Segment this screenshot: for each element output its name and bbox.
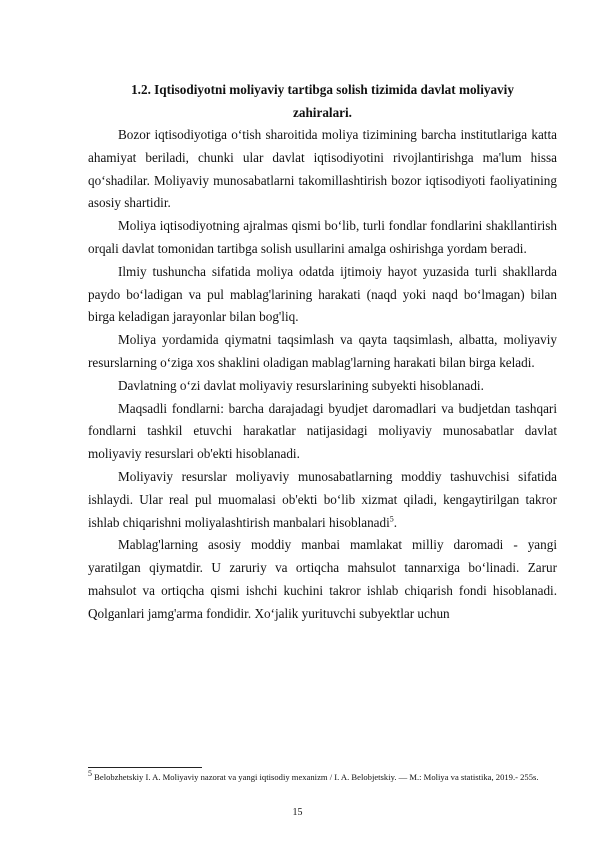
footnote-separator <box>88 767 202 768</box>
footnote-marker: 5 <box>88 769 92 779</box>
footnote-text: Belobzhetskiy I. A. Moliyaviy nazorat va yangi iqtisodiy mexanizm / I. A. Belobjetskiy. — M.: Moliya va statistika, 2019.- 255s. <box>92 772 539 782</box>
footnote <box>88 771 557 783</box>
paragraph-7-text: Moliyaviy resurslar moliyaviy munosabatlarning moddiy tashuvchisi sifatida ishlaydi. Ular real pul muomalasi ob'ekti bo‘lib xizmat qiladi, kengaytirilgan takror ishlab chiqarishni moliyalashtirish manbalari hisoblanadi <box>88 468 557 530</box>
paragraph-6: Maqsadli fondlarni: barcha darajadagi byudjet daromadlari va budjetdan tashqari fondlarni tashkil etuvchi harakatlar natijasidagi moliyaviy munosabatlar davlat moliyaviy resurslari ob'ekti hisoblanadi. <box>88 400 557 462</box>
section-heading-line-1: 1.2. Iqtisodiyotni moliyaviy tartibga solish tizimida davlat moliyaviy <box>131 82 514 97</box>
paragraph-5: Davlatning o‘zi davlat moliyaviy resurslarining subyekti hisoblanadi. <box>118 377 484 393</box>
paragraph-4: Moliya yordamida qiymatni taqsimlash va qayta taqsimlash, albatta, moliyaviy resurslarning o‘ziga xos shaklini oladigan mablag'larning harakati bilan birga keladi. <box>88 332 557 370</box>
footnote-reference[interactable]: 5 <box>389 514 394 524</box>
page-body <box>88 78 557 626</box>
section-heading-line-2: zahiralari. <box>293 105 352 120</box>
paragraph-1: Bozor iqtisodiyotiga o‘tish sharoitida moliya tizimining barcha institutlariga katta ahamiyat beriladi, chunki ular davlat iqtisodiyotini rivojlantirishga ma'lum hissa qo‘shadilar. Moliyaviy munosabatlarni takomillashtirish bozor iqtisodiyoti faoliyatining asosiy shartidir. <box>88 127 557 211</box>
paragraph-7 <box>88 466 557 534</box>
paragraph-7-end: . <box>393 514 398 530</box>
page-number: 15 <box>292 807 303 818</box>
section-heading <box>88 78 557 124</box>
paragraph-2: Moliya iqtisodiyotning ajralmas qismi bo‘lib, turli fondlar fondlarini shakllantirish orqali davlat tomonidan tartibga solish usullarini amalga oshirishga yordam beradi. <box>88 218 557 256</box>
paragraph-8: Mablag'larning asosiy moddiy manbai mamlakat milliy daromadi - yangi yaratilgan qiymatdir. U zaruriy va ortiqcha mahsulot tannarxiga bo‘linadi. Zarur mahsulot va ortiqcha qismi ishchi kuchini takror ishlab chiqarish fondi hisoblanadi. Qolganlari jamg'arma fondidir. Xo‘jalik yurituvchi subyektlar uchun <box>88 537 557 621</box>
paragraph-3: Ilmiy tushuncha sifatida moliya odatda ijtimoiy hayot yuzasida turli shakllarda paydo bo‘ladigan va pul mablag'larining harakati (naqd yoki naqd bo‘lmagan) bilan birga keladigan jarayonlar bilan bog'liq. <box>88 263 557 325</box>
